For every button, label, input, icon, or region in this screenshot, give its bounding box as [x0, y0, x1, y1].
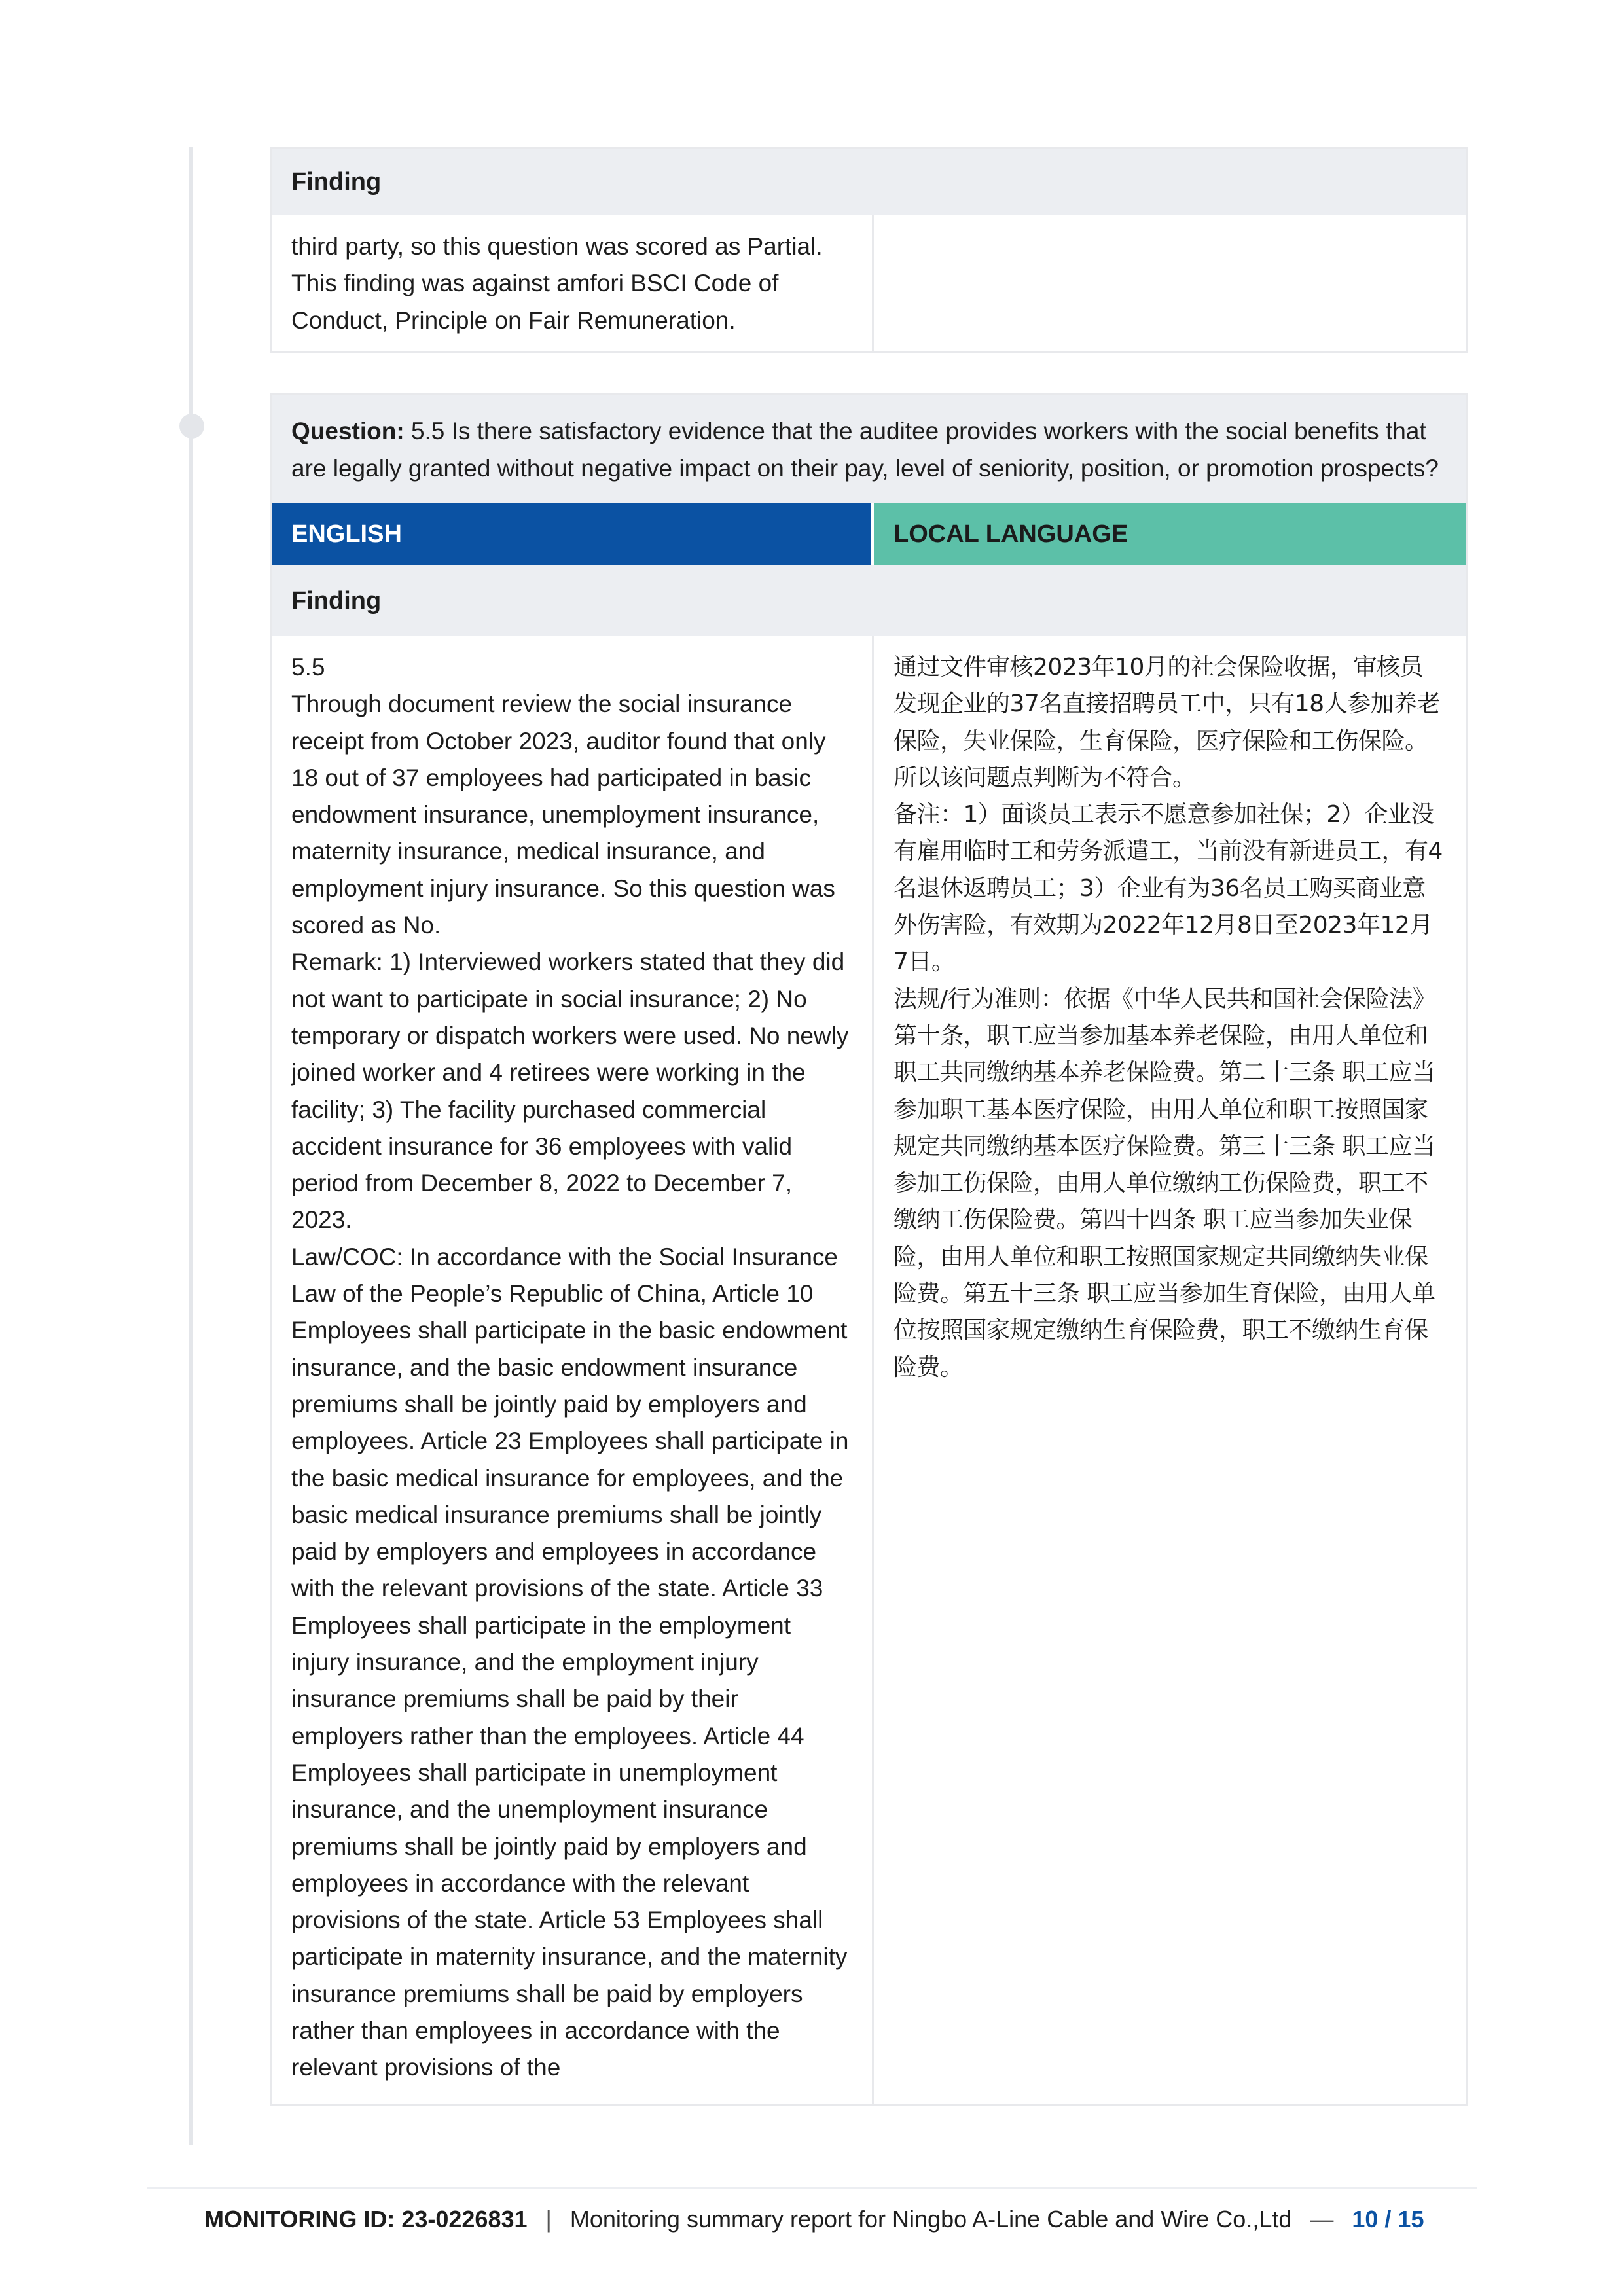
- question-label: Question:: [291, 418, 405, 444]
- finding-columns: [272, 636, 1466, 2106]
- footer-dash: —: [1310, 2206, 1334, 2233]
- english-paragraph: Law/COC: In accordance with the Social Insurance Law of the People’s Republic of China, Article 10 Employees shall participate in the basic endowment insurance, and the basic endowment insurance premiums shall be jointly paid by employers and employees. Article 23 Employees shall participate in the basic medical insurance for employees, and the basic medical insurance premiums shall be jointly paid by employers and employees in accordance with the relevant provisions of the state. Article 33 Employees shall participate in the employment injury insurance, and the employment injury insurance premiums shall be paid by their employers rather than the employees. Article 44 Employees shall participate in unemployment insurance, and the unemployment insurance premiums shall be jointly paid by employers and employees in accordance with the relevant provisions of the state. Article 53 Employees shall participate in maternity insurance, and the maternity insurance premiums shall be paid by employers rather than employees in accordance with the relevant provisions of the: [291, 1243, 856, 2081]
- report-title: Monitoring summary report for Ningbo A-Line Cable and Wire Co.,Ltd: [569, 2206, 1292, 2233]
- footer-divider: [147, 2187, 1477, 2189]
- local-language-header: LOCAL LANGUAGE: [874, 503, 1466, 565]
- question-text: 5.5 Is there satisfactory evidence that the auditee provides workers with the social benefits that are legally granted without negative impact on their pay, level of seniority, position, or promotion prospects?: [291, 418, 1439, 482]
- question-row: [272, 395, 1466, 503]
- local-paragraph: 法规/行为准则：依据《中华人民共和国社会保险法》第十条，职工应当参加基本养老保险，由用人单位和职工共同缴纳基本养老保险费。第二十三条 职工应当参加职工基本医疗保险，由用人单位和职工按照国家规定共同缴纳基本医疗保险费。第三十三条 职工应当参加工伤保险，由用人单位缴纳工伤保险费，职工不缴纳工伤保险费。第四十四条 职工应当参加失业保险，由用人单位和职工按照国家规定共同缴纳失业保险费。第五十三条 职工应当参加生育保险，由用人单位按照国家规定缴纳生育保险费，职工不缴纳生育保险费。: [893, 985, 1436, 1381]
- page-number: 10 / 15: [1352, 2206, 1424, 2233]
- local-paragraph: 通过文件审核2023年10月的社会保险收据，审核员发现企业的37名直接招聘员工中，只有18人参加养老保险，失业保险，生育保险，医疗保险和工伤保险。所以该问题点判断为不符合。: [893, 654, 1441, 791]
- page-footer: [204, 2206, 1478, 2233]
- finding-header: [272, 149, 1466, 215]
- english-column: [272, 636, 874, 2106]
- finding-label: Finding: [291, 168, 382, 196]
- english-paragraph: Remark: 1) Interviewed workers stated that they did not want to participate in social insurance; 2) No temporary or dispatch workers were used. No newly joined worker and 4 retirees were working in the facility; 3) The facility purchased commercial accident insurance for 36 employees with valid period from December 8, 2022 to December 7, 2023.: [291, 948, 856, 1234]
- english-paragraph: 5.5: [291, 654, 325, 681]
- finding-card-previous: [270, 147, 1468, 353]
- footer-separator: |: [545, 2206, 552, 2233]
- english-finding-text: third party, so this question was scored as Partial. This finding was against amfori BSCI Code of Conduct, Principle on Fair Remuneration.: [291, 233, 829, 334]
- monitoring-id: MONITORING ID: 23-0226831: [204, 2206, 528, 2233]
- finding-columns: [272, 215, 1466, 351]
- local-column: [874, 636, 1466, 2106]
- language-header-row: [272, 503, 1466, 565]
- question-card-5-5: [270, 393, 1468, 2106]
- timeline-dot: [179, 414, 204, 439]
- local-paragraph: 备注：1）面谈员工表示不愿意参加社保；2）企业没有雇用临时工和劳务派遣工，当前没有新进员工，有4名退休返聘员工；3）企业有为36名员工购买商业意外伤害险，有效期为2022年12月8日至2023年12月7日。: [893, 801, 1443, 976]
- timeline-line: [189, 147, 193, 2145]
- local-column: [874, 215, 1466, 351]
- finding-header: [272, 565, 1466, 636]
- english-paragraph: Through document review the social insurance receipt from October 2023, auditor found that only 18 out of 37 employees had participated in basic endowment insurance, unemployment insurance, maternity insurance, medical insurance, and employment injury insurance. So this question was scored as No.: [291, 691, 842, 939]
- english-header: ENGLISH: [272, 503, 874, 565]
- english-column: [272, 215, 874, 351]
- finding-label: Finding: [291, 586, 382, 615]
